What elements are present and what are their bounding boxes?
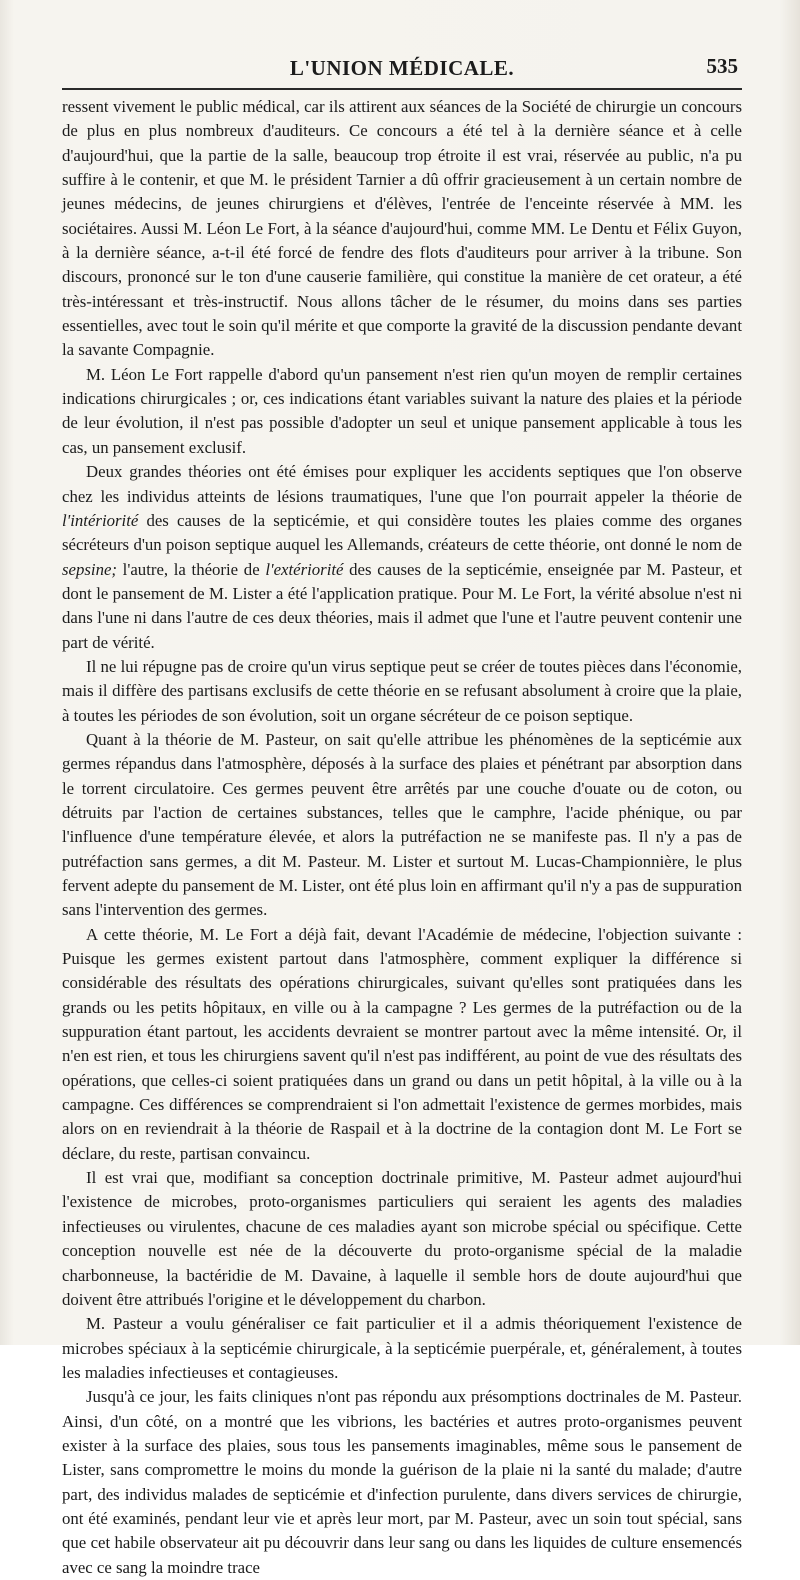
paragraph-2: M. Léon Le Fort rappelle d'abord qu'un pansement n'est rien qu'un moyen de remplir certaines indications chirurgicales ; or, ces indications étant variables suivant la nature des plaies et la période de leur évolution, il n'est pas possible d'adopter un seul et unique pansement applicable à tous les cas, un pansement exclusif. (62, 364, 742, 457)
paragraph-3-part-1: Deux grandes théories ont été émises pour expliquer les accidents septiques que l'on observe chez les individus atteints de lésions traumatiques, l'une que l'on pourrait appeler la théorie de (62, 462, 742, 506)
paragraph-3-part-2: des causes de la septicémie, et qui considère toutes les plaies comme des organes sécréteurs d'un poison septique auquel les Allemands, créateurs de cette théorie, ont donné le nom de (62, 510, 742, 555)
paragraph-6: A cette théorie, M. Le Fort a déjà fait, devant l'Académie de médecine, l'objection suivante : Puisque les germes existent partout dans l'atmosphère, comment expliquer la différence si considérable des résultats des opérations chirurgicales, suivant qu'elles sont pratiquées dans les grands ou les petits hôpitaux, en ville ou à la campagne ? Les germes de la putréfaction ou de la suppuration étant partout, les accidents devraient se montrer partout avec la même intensité. Or, il n'en est rien, et tous les chirurgiens savent qu'il n'est pas indifférent, au point de vue des résultats des opérations, que celles-ci soient pratiquées dans un grand ou dans un petit hôpital, à la ville ou à la campagne. Ces différences se comprendraient si l'on admettait l'existence de germes morbides, mais alors on en reviendrait à la théorie de Raspail et à la doctrine de la contagion dont M. Le Fort se déclare, du reste, partisan convaincu. (62, 924, 742, 1163)
paragraph-7: Il est vrai que, modifiant sa conception doctrinale primitive, M. Pasteur admet aujourd'hui l'existence de microbes, proto-organismes particuliers qui seraient les agents des maladies infectieuses ou virulentes, chacune de ces maladies ayant son microbe spécial ou spécifique. Cette conception nouvelle est née de la découverte du proto-organisme spécial de la maladie charbonneuse, la bactéridie de M. Davaine, à laquelle il semble hors de doute aujourd'hui que doivent être attribués l'origine et le développement du charbon. (62, 1168, 742, 1309)
article-body (62, 95, 742, 1580)
paragraph-3-part-3: l'autre, la théorie de (117, 559, 266, 579)
term-exteriorite: l'extériorité (265, 559, 344, 579)
page-header (62, 52, 742, 88)
running-title: L'UNION MÉDICALE. (289, 56, 515, 80)
paragraph-3-part-4: des causes de la septicémie, enseignée par M. Pasteur, et dont le pansement de M. Lister a été l'application pratique. Pour M. Le Fort, la vérité absolue n'est ni dans l'une ni dans l'autre de ces deux théories, mais il admet que l'une et l'autre peuvent contenir une part de vérité. (62, 559, 743, 652)
paragraph-9: Jusqu'à ce jour, les faits cliniques n'ont pas répondu aux présomptions doctrinales de M. Pasteur. Ainsi, d'un côté, on a montré que les vibrions, les bactéries et autres proto-organismes peuvent exister à la surface des plaies, sous tous les pansements imaginables, même sous le pansement de Lister, sans compromettre le moins du monde la guérison de la plaie ni la santé du malade; d'autre part, des individus malades de septicémie et d'infection purulente, dans divers services de chirurgie, ont été examinés, pendant leur vie et après leur mort, par M. Pasteur, avec un soin tout spécial, sans que cet habile observateur ait pu découvrir dans leur sang ou dans les liquides de culture ensemencés avec ce sang la moindre trace (62, 1387, 742, 1577)
term-interiorite: l'intériorité (62, 510, 139, 530)
header-rule (62, 88, 742, 90)
term-sepsine: sepsine; (62, 559, 117, 579)
paragraph-8: M. Pasteur a voulu généraliser ce fait particulier et il a admis théoriquement l'existence de microbes spéciaux à la septicémie chirurgicale, à la septicémie puerpérale, et, généralement, à toutes les maladies infectieuses et contagieuses. (62, 1314, 742, 1382)
paragraph-1: ressent vivement le public médical, car ils attirent aux séances de la Société de chirurgie un concours de plus en plus nombreux d'auditeurs. Ce concours a été tel à la dernière séance et à celle d'aujourd'hui, que la partie de la salle, beaucoup trop étroite il est vrai, réservée au public, n'a pu suffire à le contenir, et que M. le président Tarnier a dû offrir gracieusement à un certain nombre de jeunes médecins, de jeunes chirurgiens et d'élèves, l'entrée de l'enceinte réservée à MM. les sociétaires. Aussi M. Léon Le Fort, à la séance d'aujourd'hui, comme MM. Le Dentu et Félix Guyon, à la dernière séance, a-t-il été forcé de fendre des flots d'auditeurs pour arriver à la tribune. Son discours, prononcé sur le ton d'une causerie familière, qui constitue la manière de cet orateur, a été très-intéressant et très-instructif. Nous allons tâcher de le résumer, du moins dans ses parties essentielles, avec tout le soin qu'il mérite et que comporte la gravité de la discussion pendante devant la savante Compagnie. (62, 97, 742, 360)
paragraph-5: Quant à la théorie de M. Pasteur, on sait qu'elle attribue les phénomènes de la septicémie aux germes répandus dans l'atmosphère, déposés à la surface des plaies et pénétrant par absorption dans le torrent circulatoire. Ces germes peuvent être arrêtés par une couche d'ouate ou de coton, ou détruits par l'action de certaines substances, telles que le camphre, l'acide phénique, ou par l'influence d'une température élevée, et alors la putréfaction ne se manifeste pas. Il n'y a pas de putréfaction sans germes, a dit M. Pasteur. M. Lister et surtout M. Lucas-Championnière, le plus fervent adepte du pansement de M. Lister, ont été plus loin en affirmant qu'il n'y a pas de suppuration sans l'intervention des germes. (62, 729, 742, 920)
paragraph-4: Il ne lui répugne pas de croire qu'un virus septique peut se créer de toutes pièces dans l'économie, mais il diffère des partisans exclusifs de cette théorie en se refusant absolument à croire que la plaie, à toutes les périodes de son évolution, soit un organe sécréteur de ce poison septique. (62, 656, 742, 725)
page-number: 535 (706, 54, 738, 78)
paragraph-3 (62, 460, 742, 655)
